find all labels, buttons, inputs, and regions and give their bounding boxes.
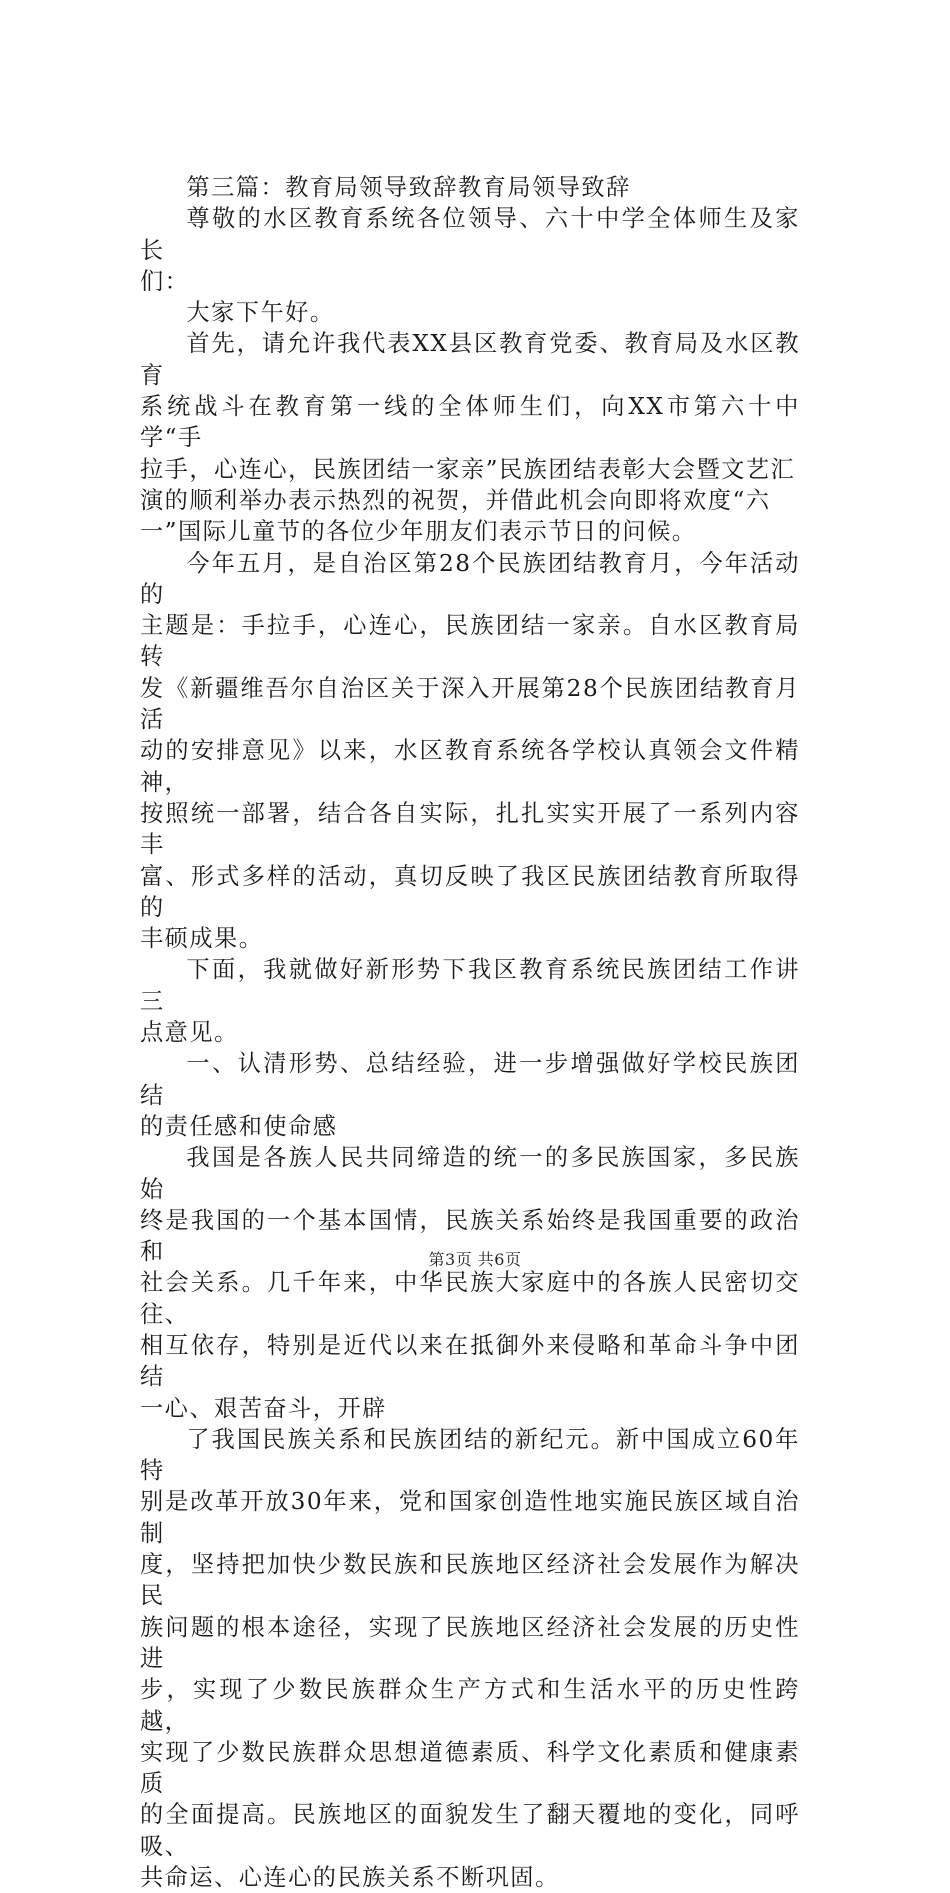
paragraph-greeting: 大家下午好。 [186, 299, 335, 327]
document-body [140, 172, 800, 1893]
paragraph-intro-opinions: 下面，我就做好新形势下我区教育系统民族团结工作讲三 点意见。 [140, 956, 800, 1047]
paragraph-congratulations: 首先，请允许我代表XX县区教育党委、教育局及水区教育 系统战斗在教育第一线的全体师生们，向XX市第六十中学“手 拉手，心连心，民族团结一家亲”民族团结表彰大会暨文艺汇 演的顺利举办表示热烈的祝贺，并借此机会向即将欢度“六 一”国际儿童节的各位少年朋友们表示节日的问候。 [140, 330, 800, 546]
page-number-footer: 第3页 共6页 [428, 1250, 522, 1269]
paragraph-new-era: 了我国民族关系和民族团结的新纪元。新中国成立60年特 别是改革开放30年来，党和国家创造性地实施民族区域自治制 度，坚持把加快少数民族和民族地区经济社会发展作为解决民 族问题的根本途径，实现了民族地区经济社会发展的历史性进 步，实现了少数民族群众生产方式和生活水平的历史性跨越， 实现了少数民族群众思想道德素质、科学文化素质和健康素质 的全面提高。民族地区的面貌发生了翻天覆地的变化，同呼吸、 共命运、心连心的民族关系不断巩固。 [140, 1425, 800, 1892]
paragraph-national-unity: 我国是各族人民共同缔造的统一的多民族国家，多民族始 终是我国的一个基本国情，民族关系始终是我国重要的政治和 社会关系。几千年来，中华民族大家庭中的各族人民密切交往、 相互依存，特别是近代以来在抵御外来侵略和革命斗争中团结 一心、艰苦奋斗，开辟 [140, 1144, 800, 1422]
section-heading-one: 一、认清形势、总结经验，进一步增强做好学校民族团结 的责任感和使命感 [140, 1050, 800, 1140]
paragraph-education-month: 今年五月，是自治区第28个民族团结教育月，今年活动的 主题是：手拉手，心连心，民族团结一家亲。自水区教育局转 发《新疆维吾尔自治区关于深入开展第28个民族团结教育月活 动的安排意见》以来，水区教育系统各学校认真领会文件精神， 按照统一部署，结合各自实际，扎扎实实开展了一系列内容丰 富、形式多样的活动，真切反映了我区民族团结教育所取得的 丰硕成果。 [140, 549, 800, 953]
document-title: 第三篇：教育局领导致辞教育局领导致辞 [186, 174, 631, 201]
paragraph-salutation: 尊敬的水区教育系统各位领导、六十中学全体师生及家长 们： [140, 205, 800, 295]
